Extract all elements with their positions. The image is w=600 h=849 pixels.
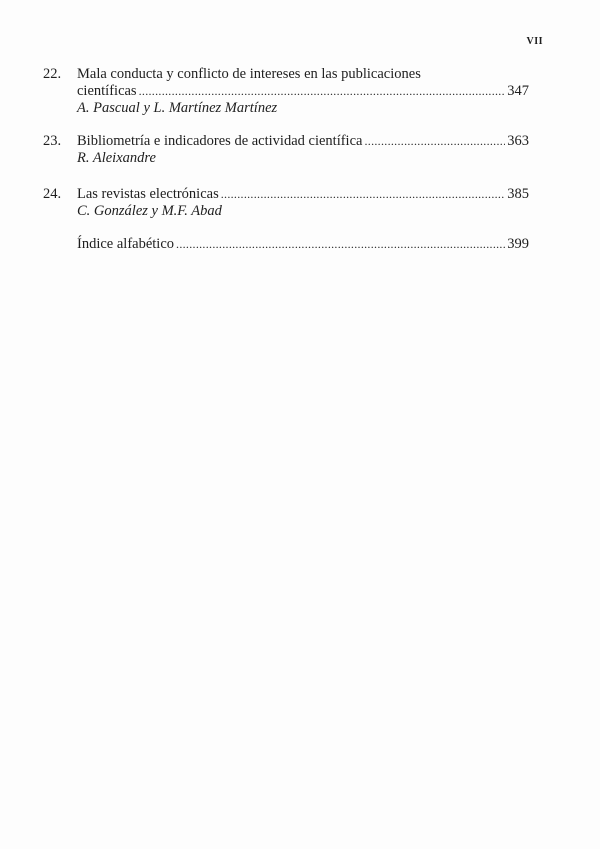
entry-number: 23. — [43, 133, 62, 149]
entry-page: 399 — [507, 236, 529, 252]
entry-authors: R. Aleixandre — [77, 150, 156, 166]
entry-authors: A. Pascual y L. Martínez Martínez — [77, 100, 278, 116]
entry-title-line — [77, 236, 529, 253]
dot-leader — [139, 83, 506, 100]
entry-title-line — [77, 186, 529, 203]
entry-title: Índice alfabético — [77, 236, 175, 252]
dot-leader — [364, 133, 505, 150]
entry-title: Mala conducta y conflicto de intereses en las publicaciones — [77, 66, 421, 82]
entry-number: 22. — [43, 66, 62, 82]
entry-title-continuation: científicas — [77, 83, 137, 99]
entry-title-line — [77, 83, 529, 100]
entry-title-line — [77, 66, 529, 83]
toc-entry-index — [43, 236, 529, 253]
entry-page: 347 — [507, 83, 529, 99]
entry-title: Bibliometría e indicadores de actividad científica — [77, 133, 363, 149]
dot-leader — [176, 236, 505, 253]
entry-page: 363 — [507, 133, 529, 149]
entry-title-line — [77, 133, 529, 150]
entry-authors: C. González y M.F. Abad — [77, 203, 222, 219]
toc-entry-22 — [43, 66, 529, 117]
entry-page: 385 — [507, 186, 529, 202]
toc-entry-24 — [43, 186, 529, 220]
table-of-contents — [43, 66, 529, 253]
toc-entry-23 — [43, 133, 529, 167]
entry-title: Las revistas electrónicas — [77, 186, 219, 202]
page-number: VII — [526, 36, 543, 47]
dot-leader — [221, 186, 506, 203]
entry-number: 24. — [43, 186, 62, 202]
